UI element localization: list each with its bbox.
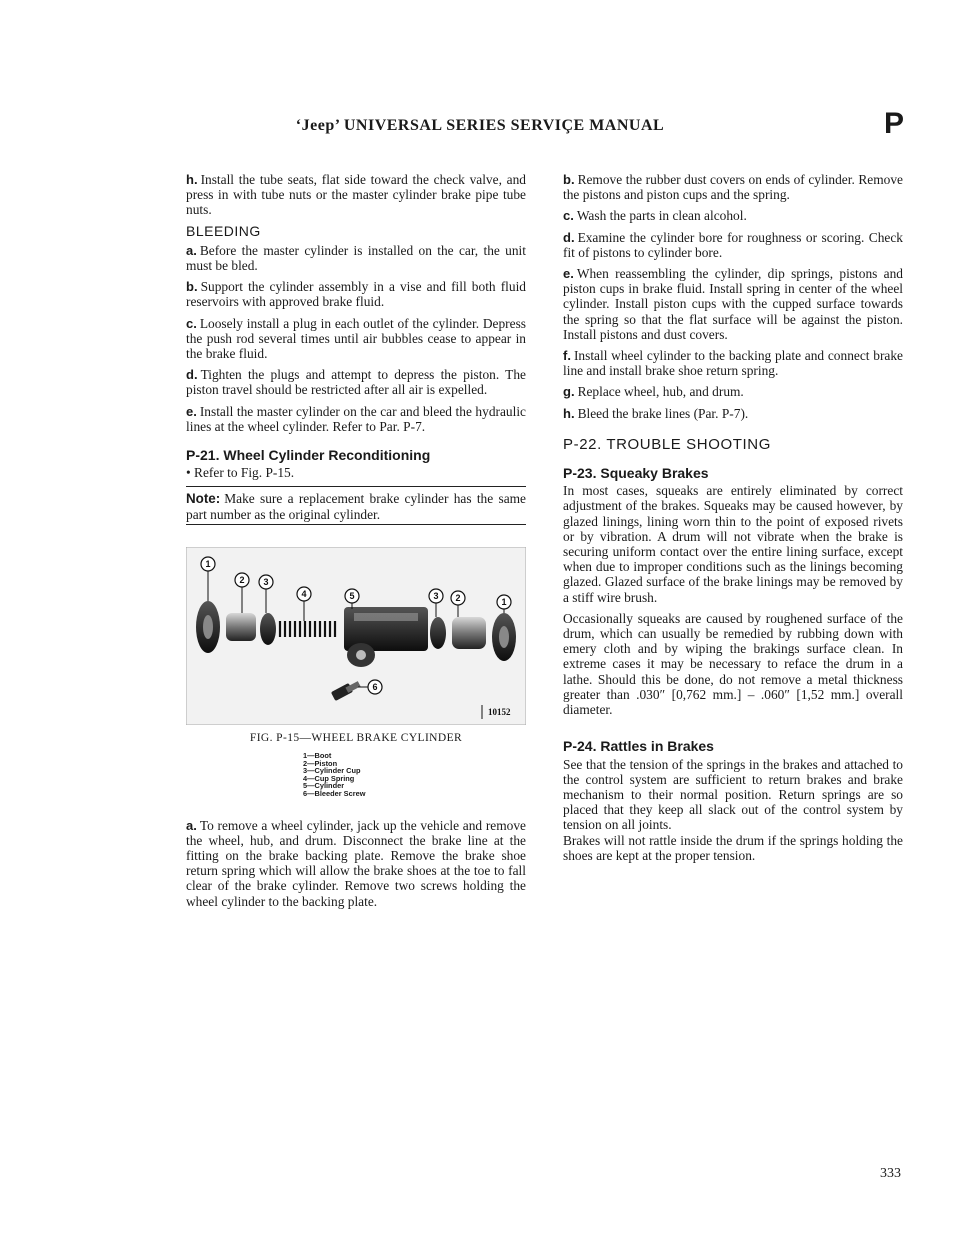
figure-wheel-brake-cylinder xyxy=(186,547,526,798)
recondition-step xyxy=(563,172,903,202)
callout-number: 1 xyxy=(205,558,211,569)
section-heading-p22: P-22. TROUBLE SHOOTING xyxy=(563,435,771,453)
callout-number: 6 xyxy=(372,681,378,692)
legend-item: 1—Boot xyxy=(303,751,332,761)
legend-item: 2—Piston xyxy=(303,758,338,768)
step-text: Loosely install a plug in each outlet of the cylinder. Depress the push rod several times until air bubbles cease to appear in the brake fluid. xyxy=(186,315,526,362)
legend-item: 4—Cup Spring xyxy=(303,773,355,783)
cylinder-bore xyxy=(356,650,366,660)
step-label: a. xyxy=(186,242,197,258)
bleeding-step xyxy=(186,367,526,397)
step-text: Tighten the plugs and attempt to depress the piston. The piston travel should be restricted after all air is expelled. xyxy=(186,367,526,398)
right-column xyxy=(563,172,903,869)
callout-number: 2 xyxy=(239,574,245,585)
bleeding-heading: BLEEDING xyxy=(186,222,261,239)
step-label: c. xyxy=(563,208,574,224)
recondition-step xyxy=(563,208,903,223)
section-heading-p24: P-24. Rattles in Brakes xyxy=(563,738,714,755)
step-text: Support the cylinder assembly in a vise and fill both fluid reservoirs with approved brake fluid. xyxy=(186,279,526,310)
step-label: d. xyxy=(186,367,198,383)
bleeding-step xyxy=(186,404,526,434)
callout-number: 2 xyxy=(455,592,461,603)
step-label: b. xyxy=(186,279,198,295)
section-letter: P xyxy=(883,107,904,140)
cup-left xyxy=(260,613,276,645)
cup-right xyxy=(430,617,446,649)
step-label: e. xyxy=(186,403,197,419)
step-text: Install wheel cylinder to the backing plate and connect brake line and install brake shoe return spring. xyxy=(563,348,903,379)
bleeding-step xyxy=(186,316,526,362)
bleeding-step xyxy=(186,279,526,309)
body-paragraph: Occasionally squeaks are caused by roughened surface of the drum, which can usually be remedied by rubbing down with emery cloth and by wiping the brakings surface clean. In extreme cases it may be necessary to reface the drum in a lathe. Should this be done, do not remove a metal thickness greater than .030″ [0,762 mm.] – .060″ [1,52 mm.] overall diameter. xyxy=(563,610,903,718)
figure-number-tag: 10152 xyxy=(488,706,511,717)
callout-number: 4 xyxy=(301,588,307,599)
body-paragraph: Brakes will not rattle inside the drum if the springs holding the shoes are kept at the proper tension. xyxy=(563,832,903,863)
step-text: Before the master cylinder is installed on the car, the unit must be bled. xyxy=(186,242,526,274)
recondition-step xyxy=(563,266,903,342)
step-label: h. xyxy=(186,172,198,187)
step-label: g. xyxy=(563,384,575,400)
step-label: h. xyxy=(563,405,575,421)
wheel-cylinder-illustration xyxy=(186,547,526,725)
recondition-step xyxy=(563,384,903,399)
legend-item: 6—Bleeder Screw xyxy=(303,789,366,799)
step-text: Wash the parts in clean alcohol. xyxy=(576,208,747,224)
figure-reference: • Refer to Fig. P-15. xyxy=(186,465,295,481)
legend-item: 3—Cylinder Cup xyxy=(303,766,361,776)
legend-item: 5—Cylinder xyxy=(303,781,345,791)
step-text: Examine the cylinder bore for roughness or scoring. Check fit of pistons to cylinder bore. xyxy=(563,229,903,260)
figure-caption: FIG. P-15—WHEEL BRAKE CYLINDER xyxy=(249,731,463,744)
removal-step xyxy=(186,818,526,909)
boot-right-center xyxy=(499,626,509,648)
step-text: Install the master cylinder on the car and bleed the hydraulic lines at the wheel cylinder. Refer to Par. P-7. xyxy=(186,403,526,434)
recondition-step xyxy=(563,230,903,260)
body-paragraph: See that the tension of the springs in the brakes and attached to the control system are sufficient to return brakes and brake mechanism to their normal position. Return springs are so placed that they keep all slack out of the control system by tension on all joints. xyxy=(563,756,903,833)
section-heading-p21: P-21. Wheel Cylinder Reconditioning xyxy=(186,447,431,464)
step-label: a. xyxy=(186,817,197,833)
step-label: f. xyxy=(563,348,571,364)
callout-number: 5 xyxy=(349,590,355,601)
page-header xyxy=(0,107,960,147)
callout-number: 3 xyxy=(433,590,439,601)
bleeding-step xyxy=(186,243,526,273)
step-text: Bleed the brake lines (Par. P-7). xyxy=(577,405,749,421)
recondition-step xyxy=(563,348,903,378)
step-text: When reassembling the cylinder, dip springs, pistons and piston cups in brake fluid. Install spring in center of the wheel cylinder. Install piston cups with the cupped surface towards the spring so that the flat surface will be against the piston. Install pistons and dust covers. xyxy=(563,266,903,342)
step-label: c. xyxy=(186,315,197,331)
step-label: b. xyxy=(563,172,575,187)
boot-left-center xyxy=(203,615,213,639)
note-label: Note: xyxy=(186,491,221,507)
body-paragraph: In most cases, squeaks are entirely eliminated by correct adjustment of the brakes. Squeaks may be caused however, by glazed linings, lining worn thin to the point of exposed rivets or by vibration. A drum will not vibrate when the brake is securing uniform contact over the entire lining surface, except when due to improper conditions such as the linings becoming glazed. Glazed surface of the brake linings may be removed by a stiff wire brush. xyxy=(563,483,903,605)
page-number: 333 xyxy=(880,1166,901,1181)
manual-title: ‘Jeep’ UNIVERSAL SERIES SERVIÇE MANUAL xyxy=(295,117,665,134)
piston-left xyxy=(226,613,256,641)
note-box xyxy=(186,486,526,524)
step-label: e. xyxy=(563,266,574,282)
step-text: Install the tube seats, flat side toward the check valve, and press in with tube nuts or the master cylinder brake pipe tube nuts. xyxy=(186,172,526,218)
cylinder-highlight xyxy=(354,613,418,621)
callout-number: 1 xyxy=(501,596,507,607)
section-heading-p23: P-23. Squeaky Brakes xyxy=(563,465,709,482)
step-label: d. xyxy=(563,229,575,245)
step-text: Replace wheel, hub, and drum. xyxy=(577,384,744,400)
recondition-step xyxy=(563,406,903,421)
callout-number: 3 xyxy=(263,576,269,587)
figure-legend xyxy=(303,752,526,798)
step-text: Remove the rubber dust covers on ends of cylinder. Remove the pistons and piston cups and the spring. xyxy=(563,172,903,203)
note-text: Make sure a replacement brake cylinder has the same part number as the original cylinder. xyxy=(186,491,526,522)
left-column xyxy=(186,172,526,915)
step-text: To remove a wheel cylinder, jack up the vehicle and remove the wheel, hub, and drum. Disconnect the brake line at the fitting on the brake backing plate. Remove the brake shoe return spring which will allow the brake shoes at the toe to fall clear of the brake cylinder. Remove two screws holding the wheel cylinder to the backing plate. xyxy=(186,817,526,909)
intro-step xyxy=(186,172,526,218)
piston-right xyxy=(452,617,486,649)
